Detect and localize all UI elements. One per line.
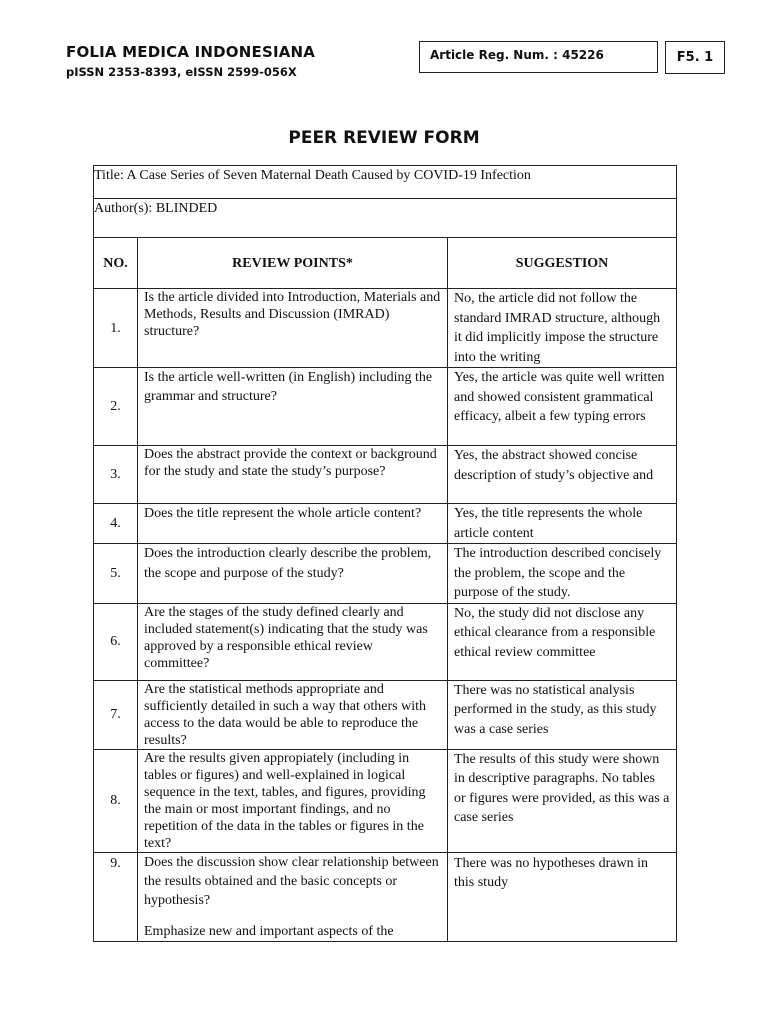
suggestion: Yes, the article was quite well written and showed consistent grammatical efficacy, albeit a few typing errors: [448, 368, 677, 446]
table-row: [94, 749, 677, 852]
suggestion: There was no statistical analysis performed in the study, as this study was a case series: [448, 680, 677, 749]
suggestion: The introduction described concisely the problem, the scope and the purpose of the study.: [448, 544, 677, 604]
suggestion: No, the study did not disclose any ethical clearance from a responsible ethical review committee: [448, 603, 677, 680]
article-authors: Author(s): BLINDED: [94, 199, 677, 238]
row-number: 9.: [94, 852, 138, 941]
table-row: [94, 544, 677, 604]
header-no: NO.: [94, 238, 138, 289]
page-title: PEER REVIEW FORM: [288, 128, 480, 148]
table-row: [94, 504, 677, 544]
review-point: Are the statistical methods appropriate and sufficiently detailed in such a way that others with access to the data would be able to reproduce the results?: [138, 680, 448, 749]
journal-issn: pISSN 2353-8393, eISSN 2599-056X: [66, 65, 297, 79]
header-suggestion: SUGGESTION: [448, 238, 677, 289]
form-code: F5. 1: [665, 41, 725, 74]
suggestion: The results of this study were shown in descriptive paragraphs. No tables or figures were provided, as this was a case series: [448, 749, 677, 852]
review-point: Does the title represent the whole article content?: [138, 504, 448, 544]
peer-review-table: [93, 165, 677, 942]
review-point-extra: Emphasize new and important aspects of the: [144, 923, 394, 939]
review-point: Does the introduction clearly describe the problem, the scope and purpose of the study?: [138, 544, 448, 604]
row-number: 5.: [94, 544, 138, 604]
suggestion: There was no hypotheses drawn in this study: [448, 852, 677, 941]
article-title: Title: A Case Series of Seven Maternal Death Caused by COVID-19 Infection: [94, 166, 677, 199]
suggestion: Yes, the title represents the whole article content: [448, 504, 677, 544]
table-row: [94, 852, 677, 941]
article-title-row: [94, 166, 677, 199]
review-point: Is the article well-written (in English) including the grammar and structure?: [138, 368, 448, 446]
journal-name: FOLIA MEDICA INDONESIANA: [66, 43, 316, 61]
article-authors-row: [94, 199, 677, 238]
review-point: Does the abstract provide the context or background for the study and state the study’s purpose?: [138, 446, 448, 504]
table-row: [94, 680, 677, 749]
row-number: 8.: [94, 749, 138, 852]
header-review-points: REVIEW POINTS*: [138, 238, 448, 289]
row-number: 4.: [94, 504, 138, 544]
table-row: [94, 603, 677, 680]
row-number: 7.: [94, 680, 138, 749]
table-row: [94, 368, 677, 446]
row-number: 3.: [94, 446, 138, 504]
row-number: 6.: [94, 603, 138, 680]
review-point: Are the results given appropiately (including in tables or figures) and well-explained in logical sequence in the text, tables, and figures, providing the main or most important findings, and no repetition of the data in the tables or figures in the text?: [138, 749, 448, 852]
table-header-row: [94, 238, 677, 289]
review-point-cell: [138, 852, 448, 941]
article-reg-number: Article Reg. Num. : 45226: [419, 41, 658, 73]
review-point: Is the article divided into Introduction, Materials and Methods, Results and Discussion (IMRAD) structure?: [138, 289, 448, 368]
table-row: [94, 289, 677, 368]
suggestion: No, the article did not follow the standard IMRAD structure, although it did implicitly impose the structure into the writing: [448, 289, 677, 368]
table-row: [94, 446, 677, 504]
review-point: Are the stages of the study defined clearly and included statement(s) indicating that the study was approved by a responsible ethical review committee?: [138, 603, 448, 680]
suggestion: Yes, the abstract showed concise description of study’s objective and: [448, 446, 677, 504]
review-point: Does the discussion show clear relationship between the results obtained and the basic concepts or hypothesis?: [144, 854, 439, 908]
journal-header: [66, 43, 315, 79]
row-number: 2.: [94, 368, 138, 446]
row-number: 1.: [94, 289, 138, 368]
